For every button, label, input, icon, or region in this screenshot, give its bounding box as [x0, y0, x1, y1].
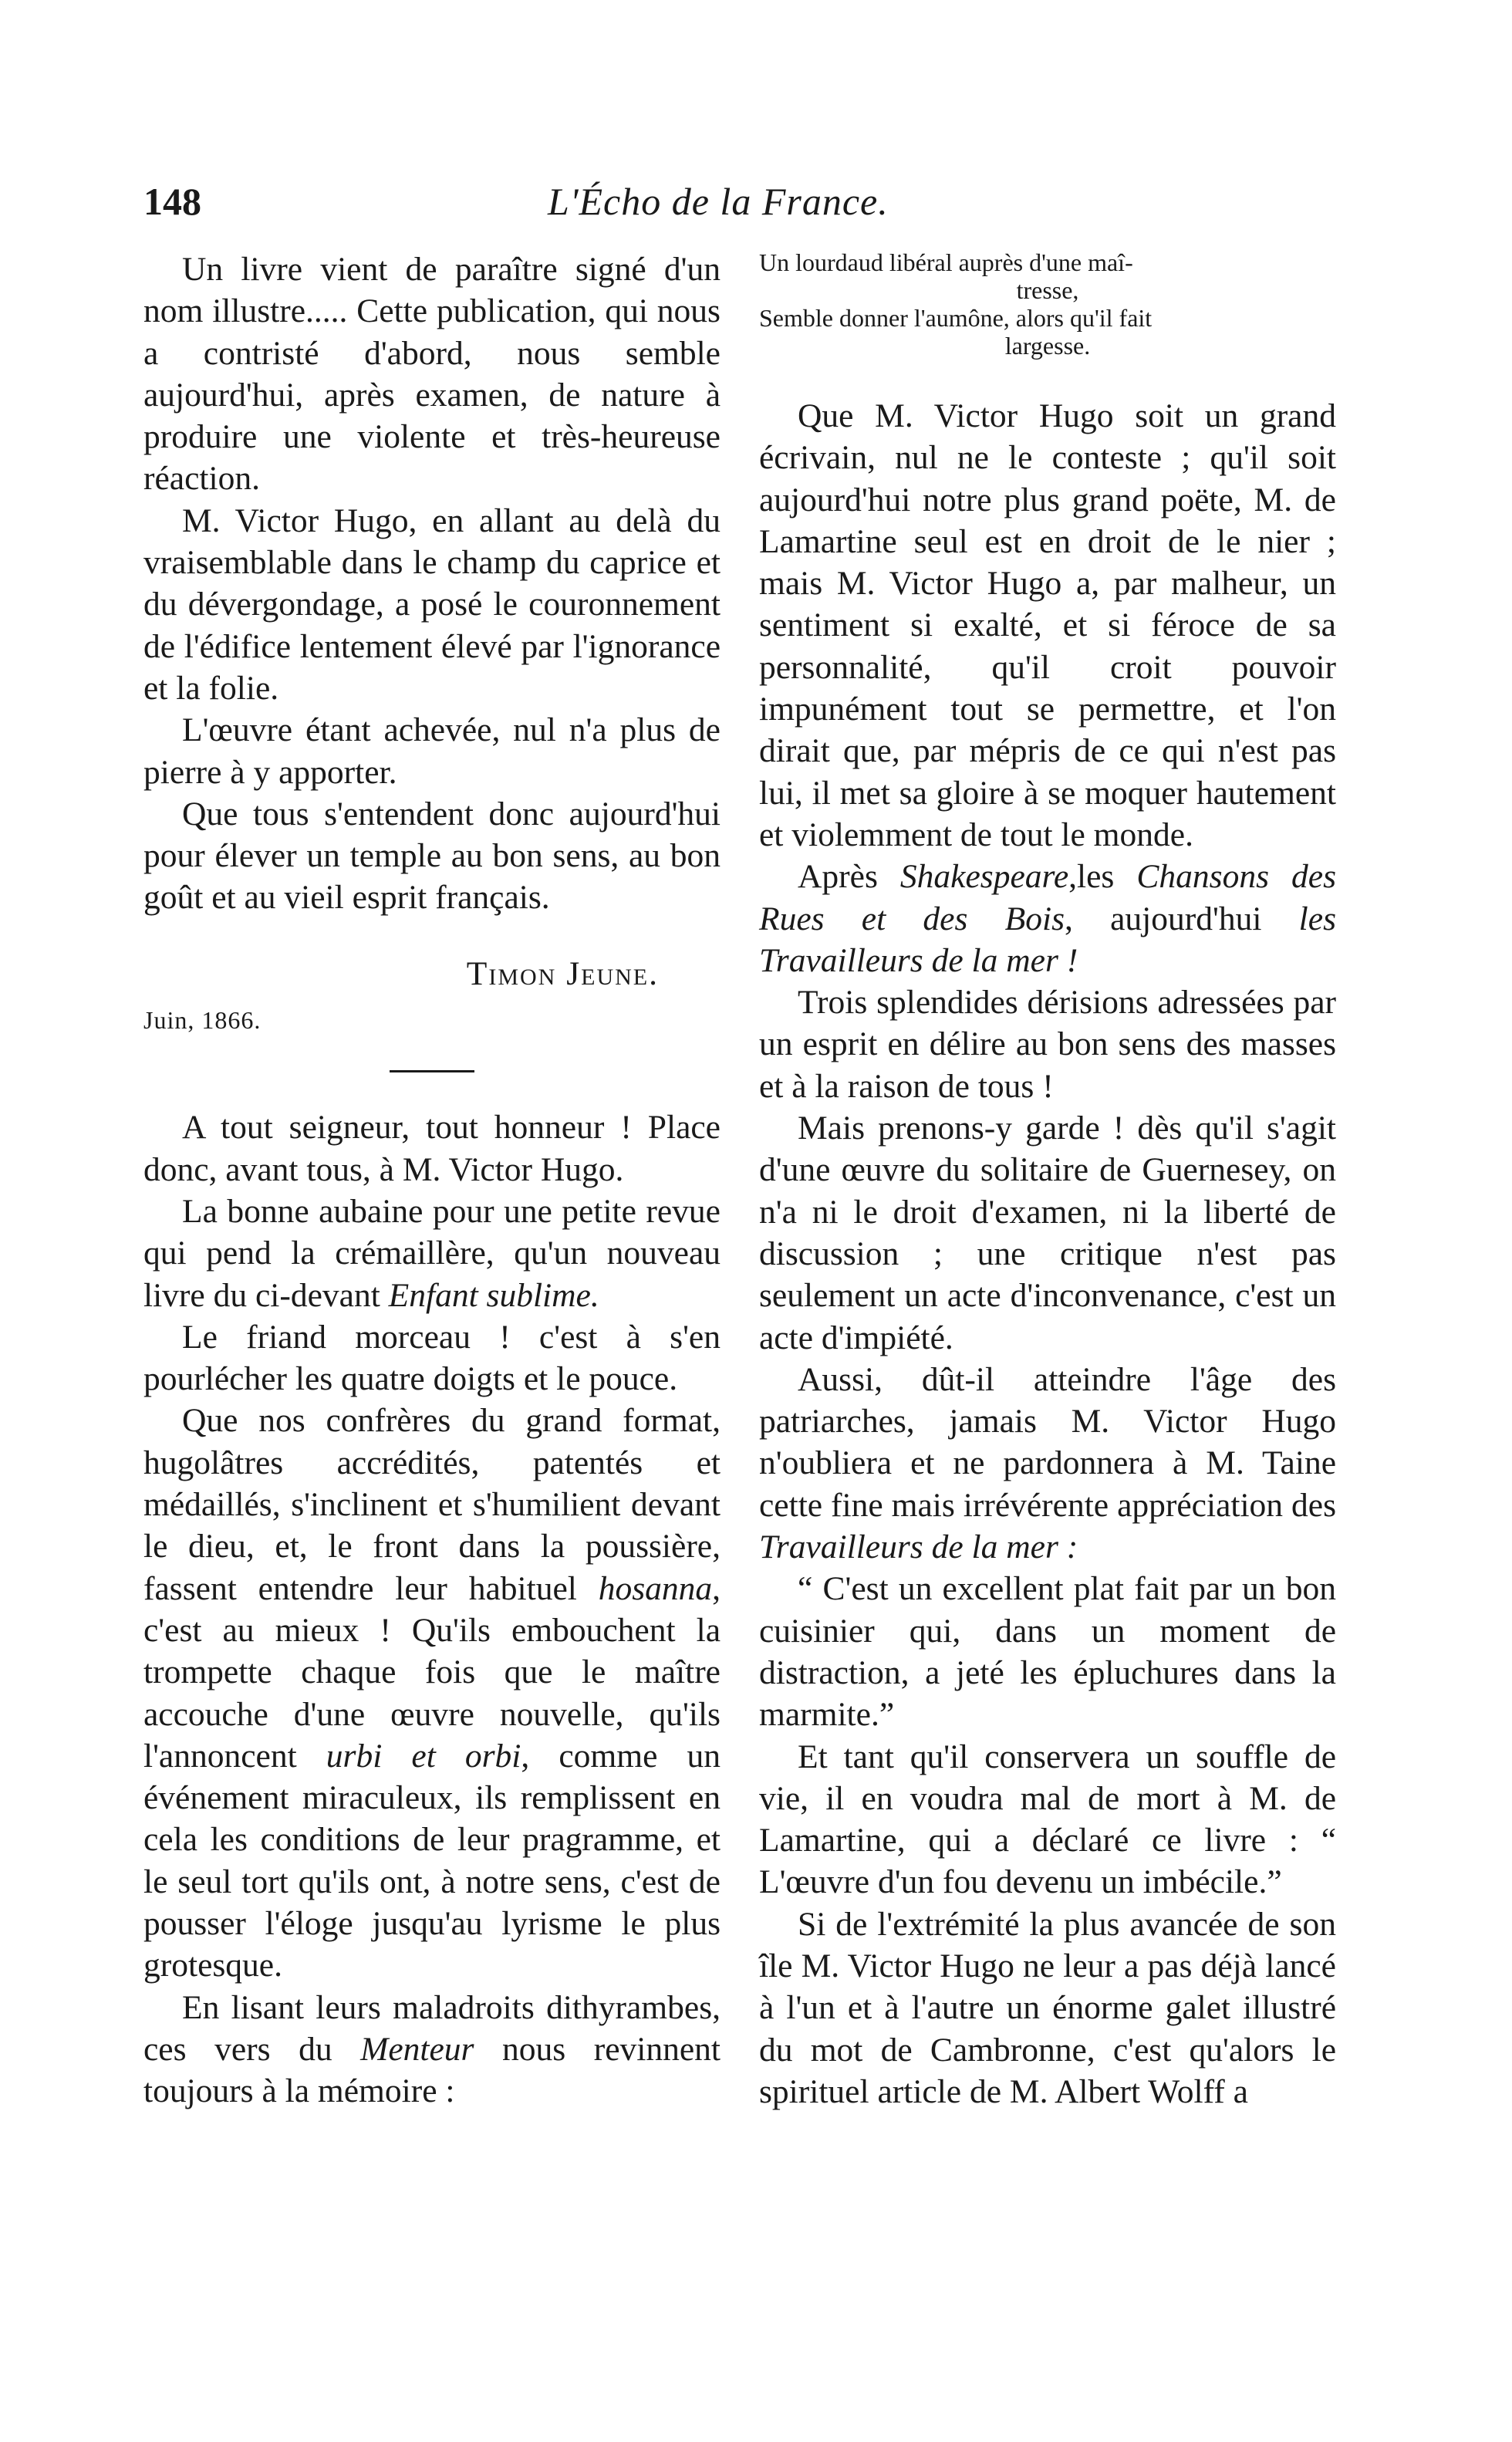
paragraph: Trois splendides dérisions adressées par un esprit en délire au bon sens des masses et à la raison de tous !	[759, 984, 1336, 1105]
text-run: Aussi, dût-il atteindre l'âge des patriarches, jamais M. Victor Hugo n'oubliera et ne pardonnera à M. Taine cette fine mais irrévérente appréciation des	[759, 1360, 1336, 1524]
paragraph: Que tous s'entendent donc aujourd'hui pour élever un temple au bon sens, au bon goût et au vieil esprit français.	[143, 795, 721, 917]
text-run: , comme un événement miraculeux, ils remplissent en cela les conditions de leur pragramme, et le seul tort qu'ils ont, à notre sens, c'est de pousser l'éloge jusqu'au lyrisme le plus grotesque.	[143, 1737, 721, 1984]
paragraph: Le friand morceau ! c'est à s'en pourlécher les quatre doigts et le pouce.	[143, 1318, 721, 1398]
italic-text: Menteur	[360, 2030, 474, 2068]
paragraph: “ C'est un excellent plat fait par un bon cuisinier qui, dans un moment de distraction, a jeté les épluchures dans la marmite.”	[759, 1570, 1336, 1734]
text-run: La bonne aubaine pour une petite revue qui pend la crémaillère, qu'un nouveau livre du ci-devant	[143, 1192, 721, 1314]
left-column	[143, 248, 721, 2112]
italic-text: Chansons des Rues et des Bois	[759, 858, 1337, 937]
paragraph	[143, 1191, 721, 1316]
text-run: , aujourd'hui	[1065, 900, 1262, 937]
verse-line-continuation: largesse.	[1004, 332, 1091, 360]
paragraph	[143, 1987, 721, 2113]
page-header	[143, 179, 1316, 233]
italic-text: Enfant sublime.	[388, 1276, 599, 1314]
text-run: ,les	[1068, 858, 1115, 896]
text-run: Que nos confrères du grand format, hugolâtres accrédités, patentés et médaillés, s'inclinent et s'humilient devant le dieu, et, le front dans la poussière, fassent entendre leur habituel	[143, 1402, 721, 1607]
italic-text: Shakespeare	[899, 858, 1069, 896]
paragraph: Et tant qu'il conservera un souffle de vie, il en voudra mal de mort à M. de Lamartine, qui a déclaré ce livre : “ L'œuvre d'un fou devenu un imbécile.”	[759, 1738, 1336, 1901]
text-run: Après	[798, 858, 878, 896]
verse-quote	[759, 248, 1336, 360]
text-run: , c'est au mieux ! Qu'ils embouchent la trompette chaque fois que le maître accouche d'une œuvre nouvelle, qu'ils l'annoncent	[143, 1569, 721, 1775]
right-column	[759, 248, 1336, 2113]
verse-line: Un lourdaud libéral auprès d'une maî-	[759, 248, 1133, 276]
page-number: 148	[143, 180, 201, 223]
paragraph: L'œuvre étant achevée, nul n'a plus de pierre à y apporter.	[143, 711, 721, 791]
paragraph	[759, 1359, 1336, 1568]
italic-text: Travailleurs de la mer :	[759, 1528, 1078, 1566]
italic-text: les Travailleurs de la mer !	[759, 900, 1336, 979]
paragraph: Que M. Victor Hugo soit un grand écrivain, nul ne le conteste ; qu'il soit aujourd'hui notre plus grand poëte, M. de Lamartine seul est en droit de le nier ; mais M. Victor Hugo a, par malheur, un sentiment si exalté, et si féroce de sa personnalité, qu'il croit pouvoir impunément tout se permettre, et l'on dirait que, par mépris de ce qui n'est pas lui, il met sa gloire à se moquer hautement et violemment de tout le monde.	[759, 397, 1336, 853]
author-signature: Timon Jeune.	[466, 954, 659, 992]
paragraph	[143, 1400, 721, 1986]
paragraph: Si de l'extrémité la plus avancée de son île M. Victor Hugo ne leur a pas déjà lancé à l'un et à l'autre un énorme galet illustré du mot de Cambronne, c'est qu'alors le spirituel article de M. Albert Wolff a	[759, 1905, 1336, 2110]
section-divider	[390, 1070, 474, 1072]
text-run: nous revinnent toujours à la mémoire :	[143, 2030, 721, 2110]
verse-line-continuation: tresse,	[1016, 276, 1079, 304]
paragraph	[759, 856, 1336, 981]
running-title: L'Écho de la France.	[548, 180, 889, 223]
paragraph: M. Victor Hugo, en allant au delà du vraisemblable dans le champ du caprice et du dévergondage, a posé le couronnement de l'édifice lentement élevé par l'ignorance et la folie.	[143, 502, 721, 707]
paragraph: A tout seigneur, tout honneur ! Place donc, avant tous, à M. Victor Hugo.	[143, 1109, 721, 1188]
paragraph: Un livre vient de paraître signé d'un nom illustre..... Cette publication, qui nous a contristé d'abord, nous semble aujourd'hui, après examen, de nature à produire une violente et très-heureuse réaction.	[143, 251, 721, 498]
date-line: Juin, 1866.	[143, 1006, 262, 1035]
paragraph: Mais prenons-y garde ! dès qu'il s'agit d'une œuvre du solitaire de Guernesey, on n'a ni le droit d'examen, ni la liberté de discussion ; une critique n'est pas seulement un acte d'inconvenance, c'est un acte d'impiété.	[759, 1110, 1336, 1356]
text-run: En lisant leurs maladroits dithyrambes, ces vers du	[143, 1988, 721, 2068]
verse-line: Semble donner l'aumône, alors qu'il fait	[759, 304, 1153, 332]
italic-text: urbi et orbi	[326, 1737, 521, 1775]
italic-text: hosanna	[598, 1569, 713, 1607]
